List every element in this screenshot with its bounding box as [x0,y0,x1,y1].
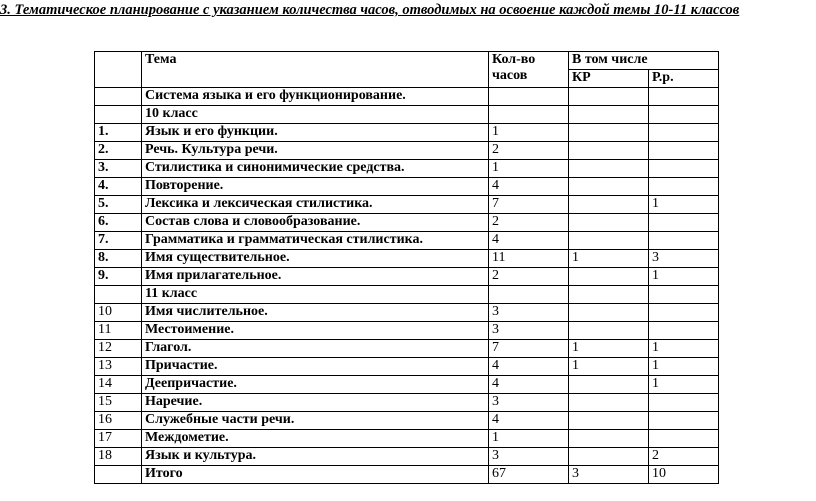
row-kr [569,124,649,142]
row-kr [569,376,649,394]
table-row [95,178,719,196]
row-hours: 3 [489,304,569,322]
row-number: 3. [95,160,142,178]
row-hours: 67 [489,466,569,484]
row-kr [569,322,649,340]
row-topic: Деепричастие. [142,376,489,394]
section-rr-cell [649,88,719,106]
row-hours: 4 [489,178,569,196]
row-rr [649,322,719,340]
row-kr [569,142,649,160]
row-hours: 3 [489,394,569,412]
row-hours: 1 [489,124,569,142]
row-topic: 11 класс [142,286,489,304]
row-hours: 7 [489,340,569,358]
row-rr [649,412,719,430]
row-topic: Имя прилагательное. [142,268,489,286]
row-rr [649,430,719,448]
row-number: 10 [95,304,142,322]
row-hours: 2 [489,268,569,286]
row-kr: 3 [569,466,649,484]
row-hours: 2 [489,142,569,160]
table-row [95,268,719,286]
section-title: Система языка и его функционирование. [142,88,489,106]
row-hours: 1 [489,430,569,448]
header-hours-line1: Кол-во [492,52,536,67]
row-rr: 1 [649,358,719,376]
header-including: В том числе [569,52,719,70]
row-number: 15 [95,394,142,412]
row-topic: Язык и его функции. [142,124,489,142]
row-topic: Имя существительное. [142,250,489,268]
table-row [95,376,719,394]
header-kr: КР [569,70,649,88]
row-rr [649,178,719,196]
table-row [95,214,719,232]
header-hours [489,52,569,88]
row-kr [569,286,649,304]
row-topic: Имя числительное. [142,304,489,322]
table-row [95,196,719,214]
row-rr [649,124,719,142]
table-row [95,358,719,376]
row-number: 12 [95,340,142,358]
header-hours-line2: часов [492,68,528,83]
section-kr-cell [569,88,649,106]
row-hours: 3 [489,322,569,340]
row-rr [649,232,719,250]
row-number: 17 [95,430,142,448]
row-rr: 1 [649,340,719,358]
table-row [95,304,719,322]
row-topic: Итого [142,466,489,484]
row-topic: Служебные части речи. [142,412,489,430]
row-hours: 7 [489,196,569,214]
row-number: 14 [95,376,142,394]
table-row [95,124,719,142]
table-row [95,340,719,358]
table-row [95,160,719,178]
row-kr [569,178,649,196]
row-number [95,466,142,484]
row-kr [569,214,649,232]
header-num-cell [95,52,142,88]
row-number: 11 [95,322,142,340]
row-number: 4. [95,178,142,196]
row-rr [649,304,719,322]
table-row [95,448,719,466]
row-kr [569,232,649,250]
row-rr: 2 [649,448,719,466]
row-topic: Повторение. [142,178,489,196]
table-row [95,394,719,412]
row-kr [569,196,649,214]
row-kr [569,430,649,448]
row-rr: 1 [649,376,719,394]
row-kr [569,268,649,286]
table-row [95,232,719,250]
row-number [95,106,142,124]
table-header-row [95,52,719,70]
section-num-cell [95,88,142,106]
row-hours [489,286,569,304]
row-topic: Стилистика и синонимические средства. [142,160,489,178]
row-rr [649,214,719,232]
row-kr: 1 [569,340,649,358]
row-rr: 3 [649,250,719,268]
row-topic: Состав слова и словообразование. [142,214,489,232]
row-hours: 3 [489,448,569,466]
row-hours [489,106,569,124]
row-number: 13 [95,358,142,376]
row-kr [569,448,649,466]
row-topic: Местоимение. [142,322,489,340]
row-rr [649,142,719,160]
header-topic: Тема [142,52,489,88]
row-kr [569,412,649,430]
row-number: 9. [95,268,142,286]
row-number: 5. [95,196,142,214]
row-kr [569,394,649,412]
row-hours: 2 [489,214,569,232]
row-rr [649,286,719,304]
row-hours: 1 [489,160,569,178]
table-row [95,250,719,268]
row-hours: 4 [489,376,569,394]
row-hours: 4 [489,358,569,376]
row-rr: 1 [649,268,719,286]
table-row [95,106,719,124]
row-kr: 1 [569,250,649,268]
row-rr [649,160,719,178]
row-topic: Лексика и лексическая стилистика. [142,196,489,214]
table-row [95,430,719,448]
row-topic: Грамматика и грамматическая стилистика. [142,232,489,250]
row-topic: Глагол. [142,340,489,358]
row-number: 16 [95,412,142,430]
table-row [95,466,719,484]
document-heading: 3. Тематическое планирование с указанием количества часов, отводимых на освоение каждой темы 10-11 классов [0,2,740,18]
table-row [95,142,719,160]
row-hours: 4 [489,232,569,250]
row-number [95,286,142,304]
row-topic: Речь. Культура речи. [142,142,489,160]
row-hours: 11 [489,250,569,268]
thematic-plan-table [94,51,719,484]
row-kr [569,304,649,322]
table-row [95,286,719,304]
row-topic: Междометие. [142,430,489,448]
row-number: 18 [95,448,142,466]
row-kr [569,106,649,124]
row-kr [569,160,649,178]
row-number: 2. [95,142,142,160]
row-number: 7. [95,232,142,250]
header-rr: Р.р. [649,70,719,88]
row-topic: Язык и культура. [142,448,489,466]
table-row [95,412,719,430]
row-number: 8. [95,250,142,268]
row-rr: 1 [649,196,719,214]
row-number: 6. [95,214,142,232]
row-rr [649,106,719,124]
row-rr: 10 [649,466,719,484]
row-topic: Причастие. [142,358,489,376]
row-hours: 4 [489,412,569,430]
row-rr [649,394,719,412]
section-hours-cell [489,88,569,106]
row-number: 1. [95,124,142,142]
row-topic: Наречие. [142,394,489,412]
table-row [95,322,719,340]
section-row [95,88,719,106]
row-kr: 1 [569,358,649,376]
row-topic: 10 класс [142,106,489,124]
